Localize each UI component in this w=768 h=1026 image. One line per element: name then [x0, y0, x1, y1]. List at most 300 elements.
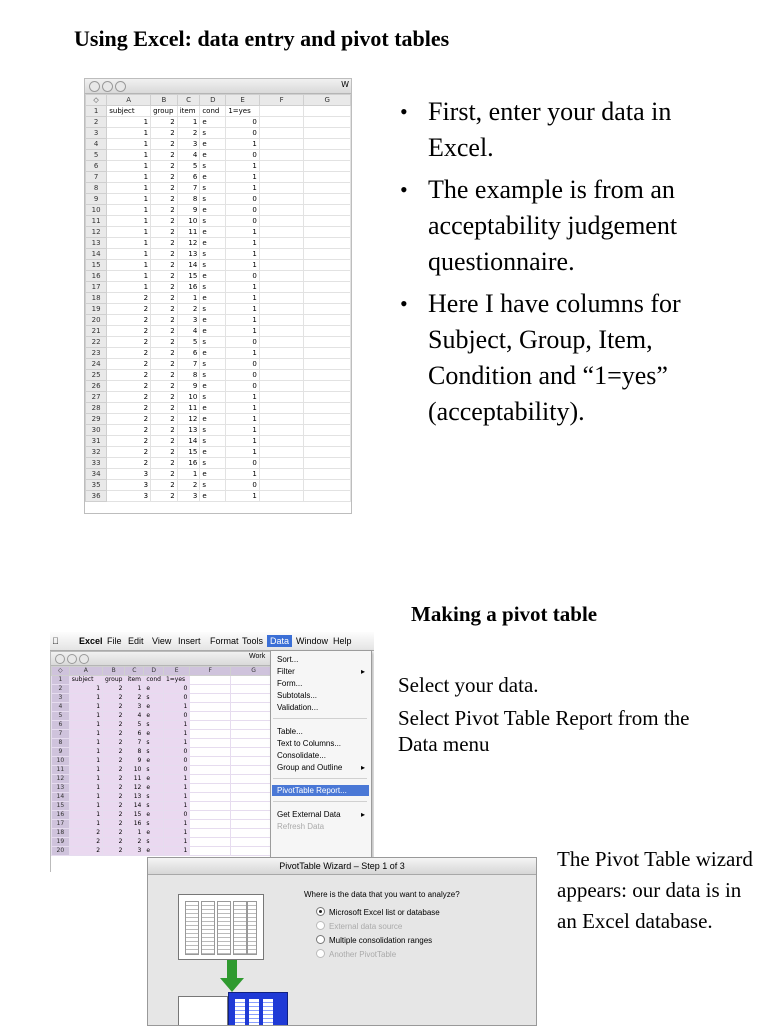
- cell[interactable]: 2: [151, 271, 178, 282]
- cell[interactable]: [304, 458, 351, 469]
- cell[interactable]: 0: [163, 712, 189, 721]
- cell[interactable]: 0: [226, 194, 260, 205]
- cell[interactable]: [304, 469, 351, 480]
- cell[interactable]: 2: [107, 326, 151, 337]
- cell[interactable]: 0: [226, 370, 260, 381]
- cell[interactable]: 2: [107, 315, 151, 326]
- row-header[interactable]: 35: [86, 480, 107, 491]
- cell[interactable]: 2: [151, 491, 178, 502]
- menu-item-text-to-columns[interactable]: [277, 738, 365, 749]
- cell[interactable]: [259, 315, 304, 326]
- cell[interactable]: 2: [151, 414, 178, 425]
- cell[interactable]: e: [144, 811, 164, 820]
- cell[interactable]: 0: [163, 811, 189, 820]
- menu-window[interactable]: Window: [296, 636, 329, 646]
- cell[interactable]: 0: [226, 216, 260, 227]
- cell[interactable]: [304, 260, 351, 271]
- cell[interactable]: s: [144, 694, 164, 703]
- cell[interactable]: 8: [177, 370, 200, 381]
- cell[interactable]: 1: [69, 775, 102, 784]
- cell[interactable]: [304, 293, 351, 304]
- row-header[interactable]: 20: [52, 847, 70, 856]
- cell[interactable]: 0: [226, 150, 260, 161]
- cell[interactable]: [304, 304, 351, 315]
- cell[interactable]: [190, 829, 231, 838]
- cell[interactable]: 2: [107, 458, 151, 469]
- cell[interactable]: [304, 315, 351, 326]
- column-header[interactable]: E: [226, 95, 260, 106]
- row-header[interactable]: 6: [52, 721, 70, 730]
- cell[interactable]: 13: [177, 425, 200, 436]
- cell[interactable]: [304, 216, 351, 227]
- cell[interactable]: 2: [103, 802, 125, 811]
- cell[interactable]: 1: [163, 829, 189, 838]
- cell[interactable]: [190, 703, 231, 712]
- cell[interactable]: 16: [177, 282, 200, 293]
- row-header[interactable]: 10: [86, 205, 107, 216]
- row-header[interactable]: 27: [86, 392, 107, 403]
- cell[interactable]: 2: [107, 436, 151, 447]
- cell[interactable]: 7: [177, 183, 200, 194]
- cell[interactable]: 3: [177, 315, 200, 326]
- cell[interactable]: [259, 370, 304, 381]
- cell[interactable]: 2: [151, 172, 178, 183]
- row-header[interactable]: 30: [86, 425, 107, 436]
- cell[interactable]: 1: [226, 469, 260, 480]
- cell[interactable]: 9: [125, 757, 144, 766]
- cell[interactable]: [304, 480, 351, 491]
- cell[interactable]: [259, 106, 304, 117]
- cell[interactable]: [304, 392, 351, 403]
- menu-format[interactable]: Format: [210, 636, 239, 646]
- cell[interactable]: 0: [163, 748, 189, 757]
- cell[interactable]: 2: [107, 370, 151, 381]
- cell[interactable]: 6: [177, 348, 200, 359]
- cell[interactable]: 1: [226, 183, 260, 194]
- cell[interactable]: [259, 491, 304, 502]
- cell[interactable]: group: [151, 106, 178, 117]
- cell[interactable]: 1: [107, 117, 151, 128]
- row-header[interactable]: 7: [86, 172, 107, 183]
- cell[interactable]: s: [200, 370, 226, 381]
- menu-item-pivottable-report[interactable]: [272, 785, 369, 796]
- cell[interactable]: e: [200, 491, 226, 502]
- cell[interactable]: 1: [69, 748, 102, 757]
- cell[interactable]: [304, 381, 351, 392]
- cell[interactable]: 1: [226, 447, 260, 458]
- menu-help[interactable]: Help: [333, 636, 352, 646]
- menu-excel[interactable]: Excel: [79, 636, 103, 646]
- cell[interactable]: 1: [107, 249, 151, 260]
- cell[interactable]: 2: [151, 447, 178, 458]
- cell[interactable]: 2: [103, 739, 125, 748]
- cell[interactable]: subject: [69, 676, 102, 685]
- cell[interactable]: 1: [163, 775, 189, 784]
- cell[interactable]: [304, 403, 351, 414]
- row-header[interactable]: 7: [52, 730, 70, 739]
- cell[interactable]: 11: [177, 227, 200, 238]
- cell[interactable]: s: [144, 838, 164, 847]
- cell[interactable]: [259, 403, 304, 414]
- cell[interactable]: s: [200, 480, 226, 491]
- cell[interactable]: 3: [177, 139, 200, 150]
- cell[interactable]: 2: [151, 161, 178, 172]
- cell[interactable]: 1: [226, 161, 260, 172]
- cell[interactable]: 8: [125, 748, 144, 757]
- cell[interactable]: [304, 491, 351, 502]
- zoom-window-icon[interactable]: [115, 81, 126, 92]
- menu-data[interactable]: Data: [267, 635, 292, 647]
- cell[interactable]: e: [200, 414, 226, 425]
- cell[interactable]: [304, 447, 351, 458]
- cell[interactable]: 2: [151, 139, 178, 150]
- cell[interactable]: 5: [125, 721, 144, 730]
- cell[interactable]: 2: [177, 480, 200, 491]
- row-header[interactable]: 13: [86, 238, 107, 249]
- cell[interactable]: 2: [151, 238, 178, 249]
- apple-menu-icon[interactable]: [52, 636, 59, 646]
- cell[interactable]: e: [200, 315, 226, 326]
- cell[interactable]: 2: [107, 381, 151, 392]
- cell[interactable]: [259, 414, 304, 425]
- option-multiple-consolidation[interactable]: [316, 935, 432, 945]
- cell[interactable]: s: [144, 766, 164, 775]
- cell[interactable]: 2: [151, 392, 178, 403]
- cell[interactable]: 0: [226, 359, 260, 370]
- cell[interactable]: 4: [125, 712, 144, 721]
- cell[interactable]: [304, 348, 351, 359]
- cell[interactable]: e: [200, 381, 226, 392]
- cell[interactable]: s: [144, 748, 164, 757]
- cell[interactable]: 2: [151, 304, 178, 315]
- cell[interactable]: [259, 205, 304, 216]
- menu-insert[interactable]: Insert: [178, 636, 201, 646]
- cell[interactable]: 0: [163, 694, 189, 703]
- column-header[interactable]: B: [103, 667, 125, 676]
- row-header[interactable]: 11: [86, 216, 107, 227]
- row-header[interactable]: 1: [86, 106, 107, 117]
- close-window-icon[interactable]: [89, 81, 100, 92]
- cell[interactable]: 2: [151, 469, 178, 480]
- cell[interactable]: 2: [151, 359, 178, 370]
- cell[interactable]: [259, 128, 304, 139]
- column-header[interactable]: C: [177, 95, 200, 106]
- cell[interactable]: 4: [177, 150, 200, 161]
- cell[interactable]: 1: [226, 315, 260, 326]
- menu-item-consolidate[interactable]: [277, 750, 365, 761]
- cell[interactable]: 11: [177, 403, 200, 414]
- cell[interactable]: s: [200, 359, 226, 370]
- cell[interactable]: 0: [226, 381, 260, 392]
- cell[interactable]: 2: [151, 315, 178, 326]
- row-header[interactable]: 17: [86, 282, 107, 293]
- cell[interactable]: 16: [125, 820, 144, 829]
- cell[interactable]: 1: [163, 793, 189, 802]
- cell[interactable]: 0: [226, 271, 260, 282]
- cell[interactable]: e: [200, 326, 226, 337]
- row-header[interactable]: 14: [52, 793, 70, 802]
- column-header[interactable]: B: [151, 95, 178, 106]
- cell[interactable]: e: [200, 172, 226, 183]
- cell[interactable]: [190, 847, 231, 856]
- row-header[interactable]: 5: [52, 712, 70, 721]
- cell[interactable]: [190, 793, 231, 802]
- cell[interactable]: s: [144, 802, 164, 811]
- cell[interactable]: [259, 238, 304, 249]
- cell[interactable]: 0: [226, 117, 260, 128]
- cell[interactable]: e: [200, 205, 226, 216]
- cell[interactable]: [304, 238, 351, 249]
- cell[interactable]: [259, 150, 304, 161]
- cell[interactable]: s: [200, 249, 226, 260]
- cell[interactable]: [190, 739, 231, 748]
- cell[interactable]: [190, 802, 231, 811]
- cell[interactable]: 2: [151, 381, 178, 392]
- cell[interactable]: [259, 260, 304, 271]
- cell[interactable]: 2: [151, 370, 178, 381]
- cell[interactable]: [190, 685, 231, 694]
- cell[interactable]: s: [200, 161, 226, 172]
- cell[interactable]: 2: [107, 337, 151, 348]
- option-excel-list[interactable]: [316, 907, 440, 917]
- cell[interactable]: 2: [151, 205, 178, 216]
- cell[interactable]: 7: [177, 359, 200, 370]
- cell[interactable]: subject: [107, 106, 151, 117]
- cell[interactable]: [259, 359, 304, 370]
- cell[interactable]: 2: [103, 838, 125, 847]
- cell[interactable]: s: [200, 304, 226, 315]
- column-header[interactable]: G: [231, 667, 277, 676]
- cell[interactable]: [304, 172, 351, 183]
- cell[interactable]: 1: [163, 703, 189, 712]
- column-header[interactable]: C: [125, 667, 144, 676]
- cell[interactable]: [304, 337, 351, 348]
- row-header[interactable]: 23: [86, 348, 107, 359]
- cell[interactable]: [304, 139, 351, 150]
- menu-item-validation[interactable]: [277, 702, 365, 713]
- cell[interactable]: [259, 381, 304, 392]
- cell[interactable]: s: [200, 425, 226, 436]
- cell[interactable]: 2: [107, 403, 151, 414]
- cell[interactable]: 3: [177, 491, 200, 502]
- cell[interactable]: s: [144, 721, 164, 730]
- cell[interactable]: [304, 194, 351, 205]
- cell[interactable]: 2: [103, 847, 125, 856]
- spreadsheet-grid[interactable]: [85, 94, 351, 502]
- cell[interactable]: [190, 676, 231, 685]
- cell[interactable]: 2: [125, 838, 144, 847]
- cell[interactable]: 0: [226, 205, 260, 216]
- cell[interactable]: [259, 139, 304, 150]
- row-header[interactable]: 18: [86, 293, 107, 304]
- cell[interactable]: 2: [151, 348, 178, 359]
- cell[interactable]: [259, 337, 304, 348]
- row-header[interactable]: 12: [86, 227, 107, 238]
- cell[interactable]: 2: [151, 117, 178, 128]
- cell[interactable]: [304, 183, 351, 194]
- cell[interactable]: 1: [107, 139, 151, 150]
- cell[interactable]: 2: [151, 183, 178, 194]
- cell[interactable]: 1: [69, 685, 102, 694]
- cell[interactable]: 1: [69, 694, 102, 703]
- cell[interactable]: 1: [226, 414, 260, 425]
- row-header[interactable]: 17: [52, 820, 70, 829]
- cell[interactable]: s: [200, 216, 226, 227]
- row-header[interactable]: 19: [52, 838, 70, 847]
- cell[interactable]: [304, 414, 351, 425]
- cell[interactable]: 1: [107, 128, 151, 139]
- cell[interactable]: 9: [177, 205, 200, 216]
- column-header[interactable]: F: [190, 667, 231, 676]
- row-header[interactable]: 2: [52, 685, 70, 694]
- cell[interactable]: 3: [125, 703, 144, 712]
- cell[interactable]: s: [200, 194, 226, 205]
- cell[interactable]: 2: [151, 150, 178, 161]
- cell[interactable]: [259, 348, 304, 359]
- close-window-icon[interactable]: [55, 654, 65, 664]
- cell[interactable]: 3: [107, 480, 151, 491]
- cell[interactable]: 2: [103, 694, 125, 703]
- cell[interactable]: 1: [69, 730, 102, 739]
- cell[interactable]: 2: [125, 694, 144, 703]
- cell[interactable]: 2: [151, 260, 178, 271]
- cell[interactable]: 1: [163, 730, 189, 739]
- cell[interactable]: e: [144, 757, 164, 766]
- cell[interactable]: 1: [226, 139, 260, 150]
- cell[interactable]: 2: [103, 784, 125, 793]
- cell[interactable]: 2: [69, 847, 102, 856]
- row-header[interactable]: 18: [52, 829, 70, 838]
- cell[interactable]: 1: [107, 271, 151, 282]
- row-header[interactable]: 12: [52, 775, 70, 784]
- cell[interactable]: 10: [177, 392, 200, 403]
- cell[interactable]: [259, 183, 304, 194]
- cell[interactable]: [259, 227, 304, 238]
- menu-item-sort[interactable]: [277, 654, 365, 665]
- cell[interactable]: 0: [163, 685, 189, 694]
- cell[interactable]: [190, 730, 231, 739]
- column-header[interactable]: G: [304, 95, 351, 106]
- column-header[interactable]: A: [69, 667, 102, 676]
- cell[interactable]: 7: [125, 739, 144, 748]
- cell[interactable]: 1: [226, 304, 260, 315]
- cell[interactable]: 2: [107, 304, 151, 315]
- cell[interactable]: 1: [226, 260, 260, 271]
- cell[interactable]: [304, 106, 351, 117]
- cell[interactable]: e: [200, 238, 226, 249]
- cell[interactable]: [304, 436, 351, 447]
- cell[interactable]: 1: [69, 802, 102, 811]
- cell[interactable]: 1: [107, 161, 151, 172]
- cell[interactable]: [304, 282, 351, 293]
- radio-icon[interactable]: [316, 935, 325, 944]
- cell[interactable]: [259, 392, 304, 403]
- cell[interactable]: e: [200, 403, 226, 414]
- cell[interactable]: e: [200, 139, 226, 150]
- cell[interactable]: e: [200, 293, 226, 304]
- cell[interactable]: s: [144, 793, 164, 802]
- cell[interactable]: 1: [69, 703, 102, 712]
- cell[interactable]: 0: [226, 128, 260, 139]
- cell[interactable]: 1: [69, 721, 102, 730]
- minimize-window-icon[interactable]: [67, 654, 77, 664]
- cell[interactable]: 1: [107, 238, 151, 249]
- zoom-window-icon[interactable]: [79, 654, 89, 664]
- row-header[interactable]: 19: [86, 304, 107, 315]
- row-header[interactable]: 16: [86, 271, 107, 282]
- cell[interactable]: 2: [177, 128, 200, 139]
- cell[interactable]: 1: [107, 282, 151, 293]
- cell[interactable]: [259, 447, 304, 458]
- cell[interactable]: [190, 712, 231, 721]
- radio-selected-icon[interactable]: [316, 907, 325, 916]
- cell[interactable]: 10: [177, 216, 200, 227]
- cell[interactable]: 12: [177, 238, 200, 249]
- cell[interactable]: s: [200, 282, 226, 293]
- row-header[interactable]: 9: [52, 748, 70, 757]
- cell[interactable]: 2: [107, 414, 151, 425]
- row-header[interactable]: 33: [86, 458, 107, 469]
- cell[interactable]: 2: [151, 249, 178, 260]
- cell[interactable]: 1: [226, 403, 260, 414]
- cell[interactable]: 2: [103, 712, 125, 721]
- cell[interactable]: s: [200, 260, 226, 271]
- row-header[interactable]: 24: [86, 359, 107, 370]
- cell[interactable]: [259, 117, 304, 128]
- cell[interactable]: [190, 838, 231, 847]
- cell[interactable]: 1: [125, 685, 144, 694]
- spreadsheet-grid-selected[interactable]: [51, 666, 277, 856]
- cell[interactable]: 13: [125, 793, 144, 802]
- row-header[interactable]: 21: [86, 326, 107, 337]
- cell[interactable]: 2: [103, 793, 125, 802]
- cell[interactable]: 5: [177, 337, 200, 348]
- cell[interactable]: 2: [151, 403, 178, 414]
- row-header[interactable]: 14: [86, 249, 107, 260]
- cell[interactable]: 12: [177, 414, 200, 425]
- cell[interactable]: [190, 766, 231, 775]
- cell[interactable]: s: [144, 820, 164, 829]
- cell[interactable]: 1: [69, 757, 102, 766]
- cell[interactable]: 2: [107, 359, 151, 370]
- cell[interactable]: s: [200, 392, 226, 403]
- cell[interactable]: 2: [151, 282, 178, 293]
- cell[interactable]: e: [200, 227, 226, 238]
- cell[interactable]: 2: [103, 730, 125, 739]
- cell[interactable]: 1: [69, 784, 102, 793]
- menu-tools[interactable]: Tools: [242, 636, 264, 646]
- cell[interactable]: [304, 150, 351, 161]
- cell[interactable]: [259, 469, 304, 480]
- cell[interactable]: 1: [226, 238, 260, 249]
- row-header[interactable]: 26: [86, 381, 107, 392]
- cell[interactable]: [304, 117, 351, 128]
- row-header[interactable]: 11: [52, 766, 70, 775]
- cell[interactable]: [259, 425, 304, 436]
- cell[interactable]: e: [144, 775, 164, 784]
- cell[interactable]: 1: [226, 326, 260, 337]
- cell[interactable]: 3: [107, 491, 151, 502]
- cell[interactable]: 6: [125, 730, 144, 739]
- row-header[interactable]: 29: [86, 414, 107, 425]
- cell[interactable]: [190, 748, 231, 757]
- cell[interactable]: 1: [226, 348, 260, 359]
- cell[interactable]: 1: [107, 150, 151, 161]
- cell[interactable]: [304, 227, 351, 238]
- cell[interactable]: 10: [125, 766, 144, 775]
- cell[interactable]: s: [200, 128, 226, 139]
- cell[interactable]: [259, 458, 304, 469]
